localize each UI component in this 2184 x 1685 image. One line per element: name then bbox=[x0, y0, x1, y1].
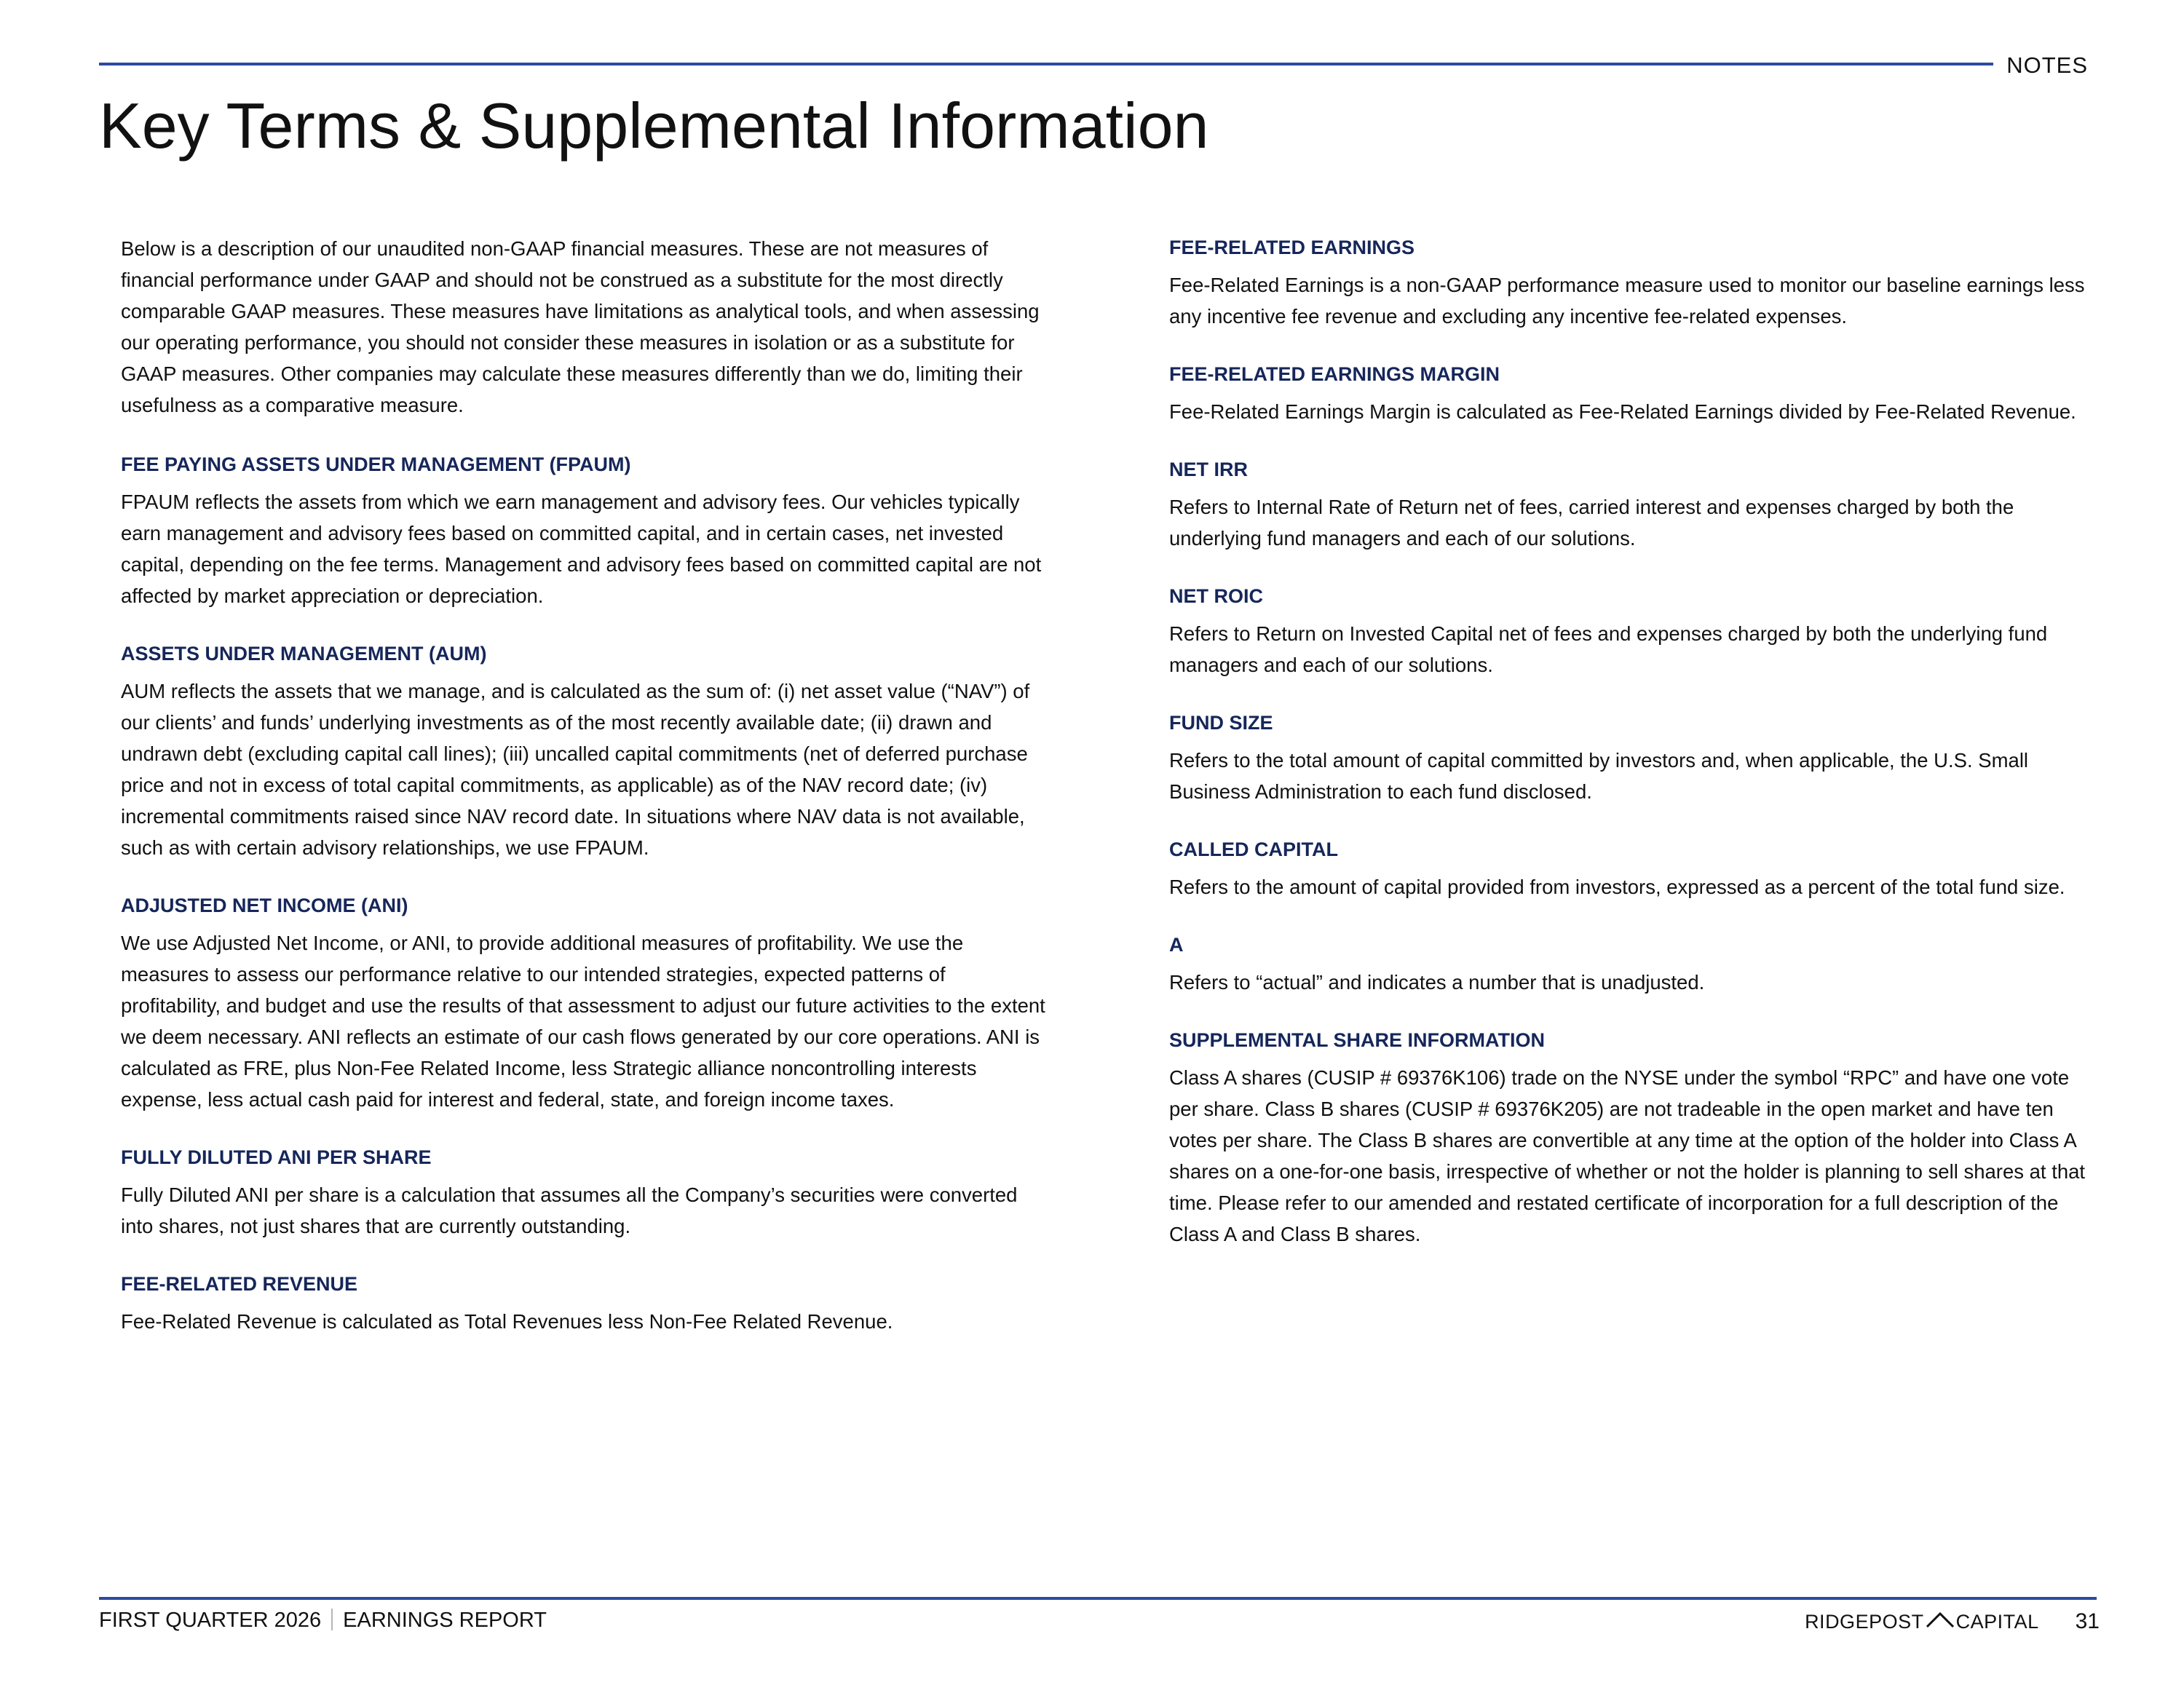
term-body: FPAUM reflects the assets from which we earn management and advisory fees. Our vehicles typically earn management and advisory fees based on committed capital, and in certain cases, net invested capital, depending on the fee terms. Management and advisory fees based on committed capital are not affected by market appreciation or depreciation. bbox=[121, 491, 1042, 607]
term-fully-diluted-ani bbox=[121, 1143, 1045, 1242]
term-body: Refers to Return on Invested Capital net of fees and expenses charged by both the underlying fund managers and each of our solutions. bbox=[1169, 622, 2048, 676]
term-body: Class A shares (CUSIP # 69376K106) trade on the NYSE under the symbol “RPC” and have one vote per share. Class B shares (CUSIP # 69376K205) are not tradeable in the open market and have ten votes per share. The Class B shares are convertible at any time at the option of the holder into Class A shares on a one-for-one basis, irrespective of whether or not the holder is planning to sell shares at that time. Please refer to our amended and restated certificate of incorporation for a full description of the Class A and Class B shares. bbox=[1169, 1066, 2086, 1245]
term-heading: A bbox=[1169, 934, 1184, 956]
term-heading: FEE-RELATED EARNINGS MARGIN bbox=[1169, 363, 1500, 385]
term-actual bbox=[1169, 930, 2094, 998]
term-body: Refers to the amount of capital provided from investors, expressed as a percent of the total fund size. bbox=[1169, 876, 2065, 898]
term-body: We use Adjusted Net Income, or ANI, to provide additional measures of profitability. We use the measures to assess our performance relative to our intended strategies, expected patterns of profitability, and budget and use the results of that assessment to adjust our future activities to the extent we deem necessary. ANI reflects an estimate of our cash flows generated by our core operations. ANI is calculated as FRE, plus Non-Fee Related Income, less Strategic alliance noncontrolling interests expense, less actual cash paid for interest and federal, state, and foreign income taxes. bbox=[121, 932, 1045, 1111]
term-supplemental-share-info bbox=[1169, 1026, 2094, 1250]
term-body: Refers to Internal Rate of Return net of fees, carried interest and expenses charged by both the underlying fund managers and each of our solutions. bbox=[1169, 496, 2014, 550]
term-fre-margin bbox=[1169, 360, 2094, 427]
term-fund-size bbox=[1169, 708, 2094, 807]
page-number: 31 bbox=[2075, 1609, 2100, 1633]
term-body: Refers to the total amount of capital committed by investors and, when applicable, the U.S. Small Business Administration to each fund disclosed. bbox=[1169, 749, 2029, 803]
intro-paragraph: Below is a description of our unaudited non-GAAP financial measures. These are not measures of financial performance under GAAP and should not be construed as a substitute for the most directly comparable GAAP measures. These measures have limitations as analytical tools, and when assessing our operating performance, you should not consider these measures in isolation or as a substitute for GAAP measures. Other companies may calculate these measures differently than we do, limiting their usefulness as a comparative measure. bbox=[121, 237, 1040, 416]
term-called-capital bbox=[1169, 835, 2094, 903]
term-fee-related-revenue bbox=[121, 1269, 1045, 1337]
footer-rule bbox=[99, 1597, 2097, 1600]
logo-text-right: CAPITAL bbox=[1955, 1610, 2039, 1633]
term-body: AUM reflects the assets that we manage, and is calculated as the sum of: (i) net asset value (“NAV”) of our clients’ and funds’ underlying investments as of the most recently available date; (ii) drawn and undrawn debt (excluding capital call lines); (iii) uncalled capital commitments (net of deferred purchase price and not in excess of total capital commitments, as applicable) as of the NAV record date; (iv) incremental commitments raised since NAV record date. In situations where NAV data is not available, such as with certain advisory relationships, we use FPAUM. bbox=[121, 680, 1030, 859]
term-heading: FULLY DILUTED ANI PER SHARE bbox=[121, 1146, 432, 1168]
term-heading: FUND SIZE bbox=[1169, 712, 1273, 734]
logo-text-left: RIDGEPOST bbox=[1805, 1610, 1924, 1633]
footer-brand bbox=[1805, 1606, 2100, 1638]
term-body: Refers to “actual” and indicates a number that is unadjusted. bbox=[1169, 971, 1705, 994]
term-heading: FEE-RELATED EARNINGS bbox=[1169, 237, 1415, 258]
right-column bbox=[1169, 233, 2094, 1277]
term-heading: NET IRR bbox=[1169, 459, 1248, 480]
footer-report-label bbox=[99, 1606, 547, 1635]
term-heading: FEE PAYING ASSETS UNDER MANAGEMENT (FPAUM) bbox=[121, 453, 631, 475]
left-column bbox=[121, 233, 1045, 1365]
header-rule bbox=[99, 63, 1993, 66]
footer-period: FIRST QUARTER 2026 bbox=[99, 1609, 322, 1632]
footer-divider bbox=[331, 1609, 333, 1630]
term-heading: CALLED CAPITAL bbox=[1169, 838, 1338, 860]
term-ani bbox=[121, 891, 1045, 1115]
term-net-irr bbox=[1169, 455, 2094, 554]
term-body: Fee-Related Earnings Margin is calculated as Fee-Related Earnings divided by Fee-Related Revenue. bbox=[1169, 400, 2076, 423]
term-heading: ASSETS UNDER MANAGEMENT (AUM) bbox=[121, 643, 487, 665]
footer-report-name: EARNINGS REPORT bbox=[343, 1609, 547, 1632]
section-tag: NOTES bbox=[2006, 52, 2088, 78]
term-aum bbox=[121, 639, 1045, 863]
term-fee-related-earnings bbox=[1169, 233, 2094, 332]
term-heading: SUPPLEMENTAL SHARE INFORMATION bbox=[1169, 1029, 1546, 1051]
page-title: Key Terms & Supplemental Information bbox=[99, 90, 1209, 162]
term-heading: ADJUSTED NET INCOME (ANI) bbox=[121, 895, 408, 916]
term-fpaum bbox=[121, 450, 1045, 611]
term-net-roic bbox=[1169, 582, 2094, 681]
company-logo bbox=[1805, 1611, 2039, 1633]
term-body: Fee-Related Revenue is calculated as Total Revenues less Non-Fee Related Revenue. bbox=[121, 1310, 893, 1333]
term-heading: FEE-RELATED REVENUE bbox=[121, 1273, 358, 1295]
term-body: Fully Diluted ANI per share is a calculation that assumes all the Company’s securities were converted into shares, not just shares that are currently outstanding. bbox=[121, 1184, 1018, 1237]
mountain-peak-icon bbox=[1926, 1611, 1955, 1633]
term-heading: NET ROIC bbox=[1169, 585, 1264, 607]
term-body: Fee-Related Earnings is a non-GAAP performance measure used to monitor our baseline earnings less any incentive fee revenue and excluding any incentive fee-related expenses. bbox=[1169, 274, 2085, 328]
